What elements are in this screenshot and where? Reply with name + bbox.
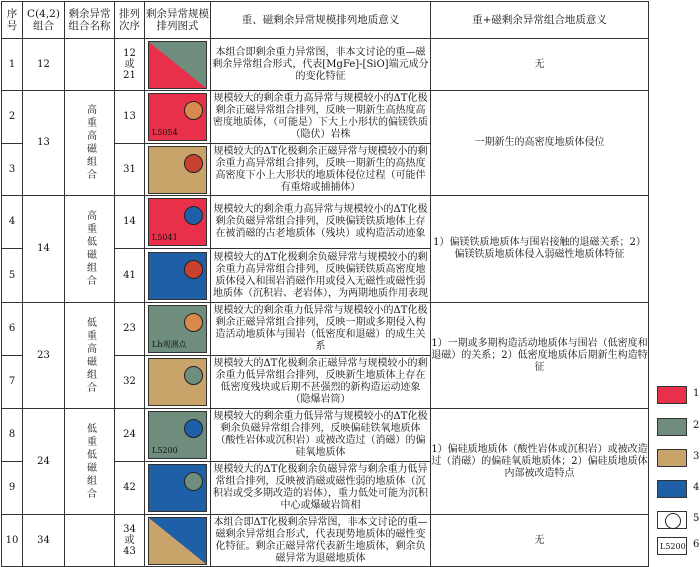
anomaly-circle-icon bbox=[184, 366, 203, 385]
pattern-swatch bbox=[148, 198, 207, 246]
legend-tag-text: L5200 bbox=[660, 542, 686, 551]
pattern-cell bbox=[145, 409, 211, 462]
anomaly-circle-icon bbox=[184, 260, 203, 279]
order-cell: 41 bbox=[115, 249, 145, 303]
header-group-name: 剩余异常组合名称 bbox=[65, 2, 115, 39]
order-cell: 34或43 bbox=[115, 515, 145, 567]
combo-meaning-cell: 无 bbox=[431, 515, 649, 567]
header-row bbox=[2, 2, 649, 39]
pattern-cell bbox=[145, 144, 211, 196]
group-name-cell bbox=[65, 515, 115, 567]
anomaly-circle-icon bbox=[184, 472, 203, 491]
pattern-cell bbox=[145, 196, 211, 249]
order-cell: 24 bbox=[115, 409, 145, 462]
profile-tag: L5041 bbox=[152, 233, 178, 242]
legend-swatch-teal bbox=[657, 418, 687, 436]
table-row bbox=[2, 196, 649, 249]
legend-swatch-tag bbox=[657, 537, 687, 555]
order-cell: 32 bbox=[115, 356, 145, 409]
profile-tag: L5054 bbox=[152, 128, 178, 137]
order-cell: 23 bbox=[115, 303, 145, 356]
legend-number: 2 bbox=[693, 420, 700, 431]
order-cell: 13 bbox=[115, 91, 145, 144]
anomaly-circle-icon bbox=[184, 313, 203, 332]
seq-cell: 8 bbox=[2, 409, 23, 462]
c42-cell: 34 bbox=[23, 515, 65, 567]
seq-cell: 10 bbox=[2, 515, 23, 567]
pattern-swatch bbox=[148, 411, 207, 459]
pattern-swatch bbox=[148, 93, 207, 141]
legend-swatch-blue bbox=[657, 480, 687, 498]
legend-item-red bbox=[657, 386, 700, 406]
legend-number: 4 bbox=[693, 482, 700, 493]
pattern-swatch bbox=[148, 252, 207, 300]
combo-meaning-cell: 1）偏镁铁质地质体与围岩接触的退磁关系；2）偏镁铁质地质体侵入弱磁性地质体特征 bbox=[431, 196, 649, 303]
legend-item-circle bbox=[657, 511, 700, 531]
seq-cell: 1 bbox=[2, 39, 23, 91]
group-name-cell: 高重低磁组合 bbox=[65, 196, 115, 303]
table-row bbox=[2, 39, 649, 91]
pattern-swatch bbox=[148, 517, 207, 565]
anomaly-circle-icon bbox=[184, 419, 203, 438]
c42-cell: 13 bbox=[23, 91, 65, 196]
gravity-meaning-cell: 规模较大的ΔT化极剩余负磁异常与规模较小的剩余重力高异常组合排列，反映偏镁铁质高密度地质体侵入和围岩消磁作用或侵入无磁性或磁性弱地质体（沉积岩、老岩体），为两期地质作用表现 bbox=[211, 249, 431, 303]
pattern-cell bbox=[145, 249, 211, 303]
legend-item-teal bbox=[657, 418, 700, 438]
table-row bbox=[2, 303, 649, 356]
header-seq: 序号 bbox=[2, 2, 23, 39]
c42-cell: 12 bbox=[23, 39, 65, 91]
pattern-cell bbox=[145, 303, 211, 356]
gravity-meaning-cell: 本组合即ΔT化极剩余异常图，非本文讨论的重—磁剩余异常组合形式，代表现势地质体的磁性变化特征。剩余正磁异常代表新生地质体，剩余负磁异常为退磁地质体 bbox=[211, 515, 431, 567]
c42-cell: 14 bbox=[23, 196, 65, 303]
gravity-meaning-cell: 规模较大的ΔT化极剩余负磁异常与剩余重力低异常组合排列，反映被消磁或磁性弱的地质体（沉积岩或受多期改造的岩体），重力低处可能为沉积中心或爆破岩筒相 bbox=[211, 462, 431, 515]
combo-meaning-cell: 无 bbox=[431, 39, 649, 91]
pattern-swatch bbox=[148, 358, 207, 406]
group-name-cell bbox=[65, 39, 115, 91]
seq-cell: 5 bbox=[2, 249, 23, 303]
legend-item-tag bbox=[657, 537, 700, 557]
seq-cell: 2 bbox=[2, 91, 23, 144]
seq-cell: 3 bbox=[2, 144, 23, 196]
header-order: 排列次序 bbox=[115, 2, 145, 39]
anomaly-circle-icon bbox=[184, 101, 203, 120]
pattern-swatch bbox=[148, 305, 207, 353]
pattern-cell bbox=[145, 39, 211, 91]
header-combo-meaning: 重+磁剩余异常组合地质意义 bbox=[431, 2, 649, 39]
header-pattern: 剩余异常规模排列图式 bbox=[145, 2, 211, 39]
pattern-cell bbox=[145, 462, 211, 515]
group-name-cell: 低重高磁组合 bbox=[65, 303, 115, 409]
gravity-meaning-cell: 规模较大的剩余重力低异常与规模较小的ΔT化极剩余负磁异常组合排列，反映偏硅铁氧地质体（酸性岩体或沉积岩）或被改造过（消磁）的偏硅氧地质体 bbox=[211, 409, 431, 462]
c42-cell: 23 bbox=[23, 303, 65, 409]
legend-number: 6 bbox=[693, 539, 700, 550]
pattern-cell bbox=[145, 356, 211, 409]
seq-cell: 6 bbox=[2, 303, 23, 356]
gravity-meaning-cell: 本组合即剩余重力异常图，非本文讨论的重—磁剩余异常组合形式，代表[MgFe]-[SiO]端元成分的变化特征 bbox=[211, 39, 431, 91]
order-cell: 31 bbox=[115, 144, 145, 196]
legend-number: 3 bbox=[693, 451, 700, 462]
gravity-meaning-cell: 规模较大的ΔT化极剩余正磁异常与规模较小的剩余重力低异常组合排列，反映新生地质体上存在低密度残块或后期不甚强烈的新构造运动迹象（隐爆岩筒） bbox=[211, 356, 431, 409]
pattern-cell bbox=[145, 515, 211, 567]
anomaly-circle-icon bbox=[184, 206, 203, 225]
header-gravity-meaning: 重、磁剩余异常规模排列地质意义 bbox=[211, 2, 431, 39]
table-row bbox=[2, 515, 649, 567]
legend bbox=[653, 0, 700, 558]
c42-cell: 24 bbox=[23, 409, 65, 515]
order-cell: 14 bbox=[115, 196, 145, 249]
gravity-meaning-cell: 规模较大的剩余重力高异常与规模较小的ΔT化极剩余正磁异常组合排列，反映一期新生高热度高密度地质体，（可能是）下大上小形状的偏镁铁质（隐伏）岩株 bbox=[211, 91, 431, 144]
group-name-cell: 高重高磁组合 bbox=[65, 91, 115, 196]
gravity-meaning-cell: 规模较大的剩余重力高异常与规模较小的ΔT化极剩余负磁异常组合排列，反映偏镁铁质地体上存在被消磁的古老地质体（残块）或构造活动迹象 bbox=[211, 196, 431, 249]
order-cell: 12或21 bbox=[115, 39, 145, 91]
circle-icon bbox=[665, 513, 681, 529]
group-name-cell: 低重低磁组合 bbox=[65, 409, 115, 515]
combo-meaning-cell: 1）一期或多期构造活动地质体与围岩（低密度和退磁）的关系；2）低密度地质体后期新生构造特征 bbox=[431, 303, 649, 409]
profile-tag: Lh观测点 bbox=[152, 340, 187, 349]
combo-meaning-cell: 1）偏硅质地质体（酸性岩体或沉积岩）或被改造过（消磁）的偏硅氧质地质体；2）偏硅质地质体内部被改造特点 bbox=[431, 409, 649, 515]
legend-item-blue bbox=[657, 480, 700, 500]
seq-cell: 4 bbox=[2, 196, 23, 249]
seq-cell: 9 bbox=[2, 462, 23, 515]
gravity-meaning-cell: 规模较大的ΔT化极剩余正磁异常与规模较小的剩余重力高异常组合排列，反映一期新生的高热度高密度下小上大形状的地质体侵位过程（可能伴有重熔或捕捕体） bbox=[211, 144, 431, 196]
pattern-swatch bbox=[148, 146, 207, 194]
seq-cell: 7 bbox=[2, 356, 23, 409]
table-row bbox=[2, 409, 649, 462]
legend-swatch-circle bbox=[657, 511, 687, 529]
pattern-swatch bbox=[148, 41, 207, 89]
legend-item-tan bbox=[657, 449, 700, 469]
legend-number: 1 bbox=[693, 388, 700, 399]
combo-meaning-cell: 一期新生的高密度地质体侵位 bbox=[431, 91, 649, 196]
gravity-meaning-cell: 规模较大的剩余重力低异常与规模较小的ΔT化极剩余正磁异常组合排列，反映一期或多期侵入构造活动地质体与围岩（低密度和退磁）的成生关系 bbox=[211, 303, 431, 356]
header-c42: C(4,2)组合 bbox=[23, 2, 65, 39]
anomaly-combination-table bbox=[1, 1, 649, 567]
profile-tag: L5200 bbox=[152, 446, 178, 455]
table-row bbox=[2, 91, 649, 144]
legend-swatch-tan bbox=[657, 449, 687, 467]
anomaly-circle-icon bbox=[184, 154, 203, 173]
pattern-cell bbox=[145, 91, 211, 144]
legend-swatch-red bbox=[657, 386, 687, 404]
legend-number: 5 bbox=[693, 513, 700, 524]
order-cell: 42 bbox=[115, 462, 145, 515]
pattern-swatch bbox=[148, 464, 207, 512]
